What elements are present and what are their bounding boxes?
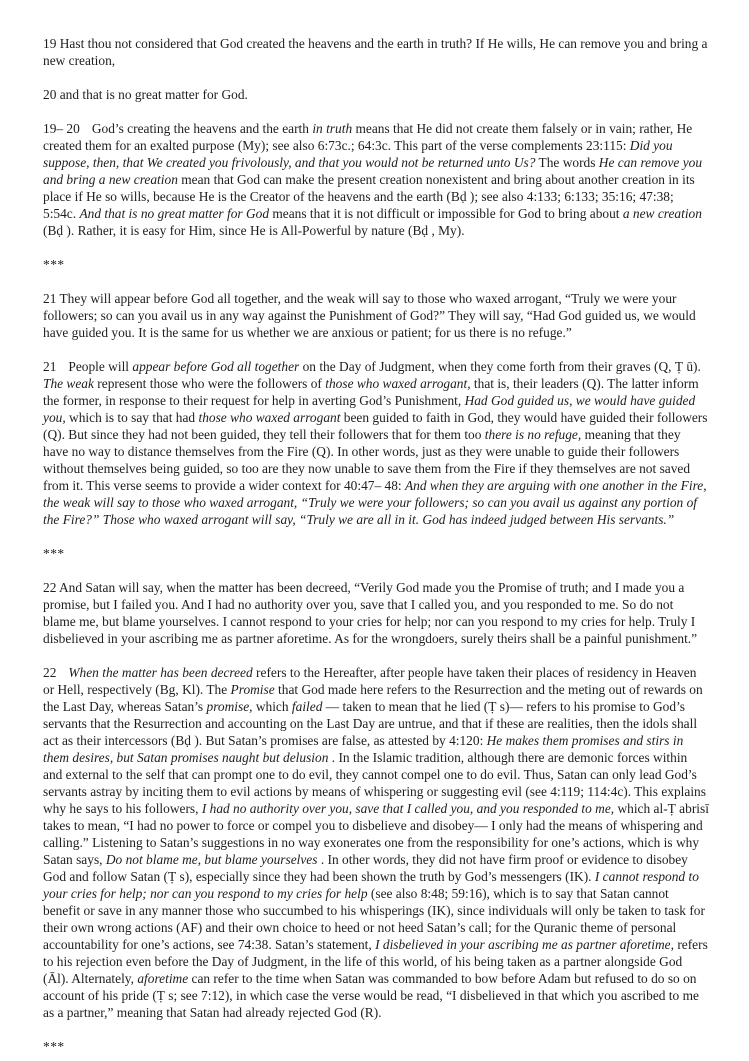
commentary-21-paragraph — [43, 358, 709, 528]
section-separator-1: *** — [43, 257, 65, 272]
commentary-22-number: 22 — [43, 665, 57, 680]
commentary-19-20-number: 19– 20 — [43, 121, 80, 136]
section-separator-3: *** — [43, 1039, 65, 1054]
commentary-22-paragraph — [43, 664, 709, 1021]
verse-20-paragraph: 20 and that is no great matter for God. — [43, 87, 248, 102]
commentary-19-20-text: God’s creating the heavens and the earth in truth means that He did not create them falsely or in vain; rather, He created them for an exalted purpose (My); see also 6:73c.; 64:3c. This part of the verse complements 23:115: Did you suppose, then, that We created you frivolously, and that you would not be returned unto Us? The words He can remove you and bring a new creation mean that God can make the present creation nonexistent and bring about another creation in its place if He so wills, because He is the Creator of the heavens and the earth (Bḍ ); see also 4:133; 6:133; 35:16; 47:38; 5:54c. And that is no great matter for God means that it is not difficult or impossible for God to bring about a new creation (Bḍ ). Rather, it is easy for Him, since He is All-Powerful by nature (Bḍ , My). — [43, 121, 703, 238]
section-separator-2: *** — [43, 546, 65, 561]
verse-22-paragraph: 22 And Satan will say, when the matter has been decreed, “Verily God made you the Promise of truth; and I made you a promise, but I failed you. And I had no authority over you, save that I called you, and you responded to me. So do not blame me, but blame yourselves. I cannot respond to your cries for help; nor can you respond to my cries for help. Truly I disbelieved in your ascribing me as partner aforetime. As for the wrongdoers, surely theirs shall be a painful punishment.” — [43, 580, 698, 646]
commentary-22-text: When the matter has been decreed refers to the Hereafter, after people have taken their places of residency in Heaven or Hell, respectively (Bg, Kl). The Promise that God made here refers to the Resurrection and the meting out of rewards on the Last Day, whereas Satan’s promise, which failed — taken to mean that he lied (Ṭ s)— refers to his promise to God’s servants that the Resurrection and accounting on the Last Day are untrue, and that if these are realities, then the idols shall act as their intercessors (Bḍ ). But Satan’s promises are false, as attested by 4:120: He makes them promises and stirs in them desires, but Satan promises naught but delusion . In the Islamic tradition, although there are demonic forces within and external to the self that can prompt one to do evil, they cannot compel one to do evil. Thus, Satan can only lead God’s servants astray by inciting them to evil actions by means of whispering or suggesting evil (see 4:119; 114:4c). This explains why he says to his followers, I had no authority over you, save that I called you, and you responded to me, which al-Ṭ abrisī takes to mean, “I had no power to force or compel you to disbelieve and disobey— I only had the means of whispering and calling.” Listening to Satan’s suggestions in no way exonerates one from the responsibility for one’s actions, which is why Satan says, Do not blame me, but blame yourselves . In other words, they did not have firm proof or evidence to disobey God and follow Satan (Ṭ s), especially since they had been shown the truth by God’s messengers (IK). I cannot respond to your cries for help; nor can you respond to my cries for help (see also 8:48; 59:16), which is to say that Satan cannot benefit or save in any manner those who succumbed to his whisperings (IK), since individuals will only be taken to task for their own wrong actions (AF) and their own choice to heed or not heed Satan’s call; for the Quranic theme of personal accountability for one’s actions, see 74:38. Satan’s statement, I disbelieved in your ascribing me as partner aforetime, refers to his rejection even before the Day of Judgment, in the life of this world, of his being taken as a partner alongside God (Āl). Alternately, aforetime can refer to the time when Satan was commanded to bow before Adam but refused to do so on account of his pride (Ṭ s; see 7:12), in which case the verse would be read, “I disbelieved in that which you ascribed to me as a partner,” meaning that Satan had already rejected God (R). — [43, 665, 709, 1020]
verse-21-paragraph: 21 They will appear before God all together, and the weak will say to those who waxed arrogant, “Truly we were your followers; so can you avail us in any way against the Punishment of God?” They will say, “Had God guided us, we would have guided you. It is the same for us whether we are anxious or patient; for us there is no refuge.” — [43, 291, 696, 340]
commentary-21-number: 21 — [43, 359, 57, 374]
commentary-19-20-paragraph — [43, 120, 709, 239]
verse-19-paragraph: 19 Hast thou not considered that God created the heavens and the earth in truth? If He wills, He can remove you and bring a new creation, — [43, 36, 708, 68]
commentary-21-text: People will appear before God all together on the Day of Judgment, when they come forth from their graves (Q, Ṭ ū). The weak represent those who were the followers of those who waxed arrogant, that is, their leaders (Q). The latter inform the former, in response to their request for help in averting God’s Punishment, Had God guided us, we would have guided you, which is to say that had those who waxed arrogant been guided to faith in God, they would have guided their followers (Q). But since they had not been guided, they tell their followers that for them too there is no refuge, meaning that they have no way to distance themselves from the Fire (Q). In other words, just as they were unable to guide their followers without themselves being guided, so too are they now unable to save them from the Fire if they themselves are not saved from it. This verse seems to provide a wider context for 40:47– 48: And when they are arguing with one another in the Fire, the weak will say to those who waxed arrogant, “Truly we were your followers; so can you avail us against any portion of the Fire?” Those who waxed arrogant will say, “Truly we are all in it. God has indeed judged between His servants.” — [43, 359, 708, 527]
